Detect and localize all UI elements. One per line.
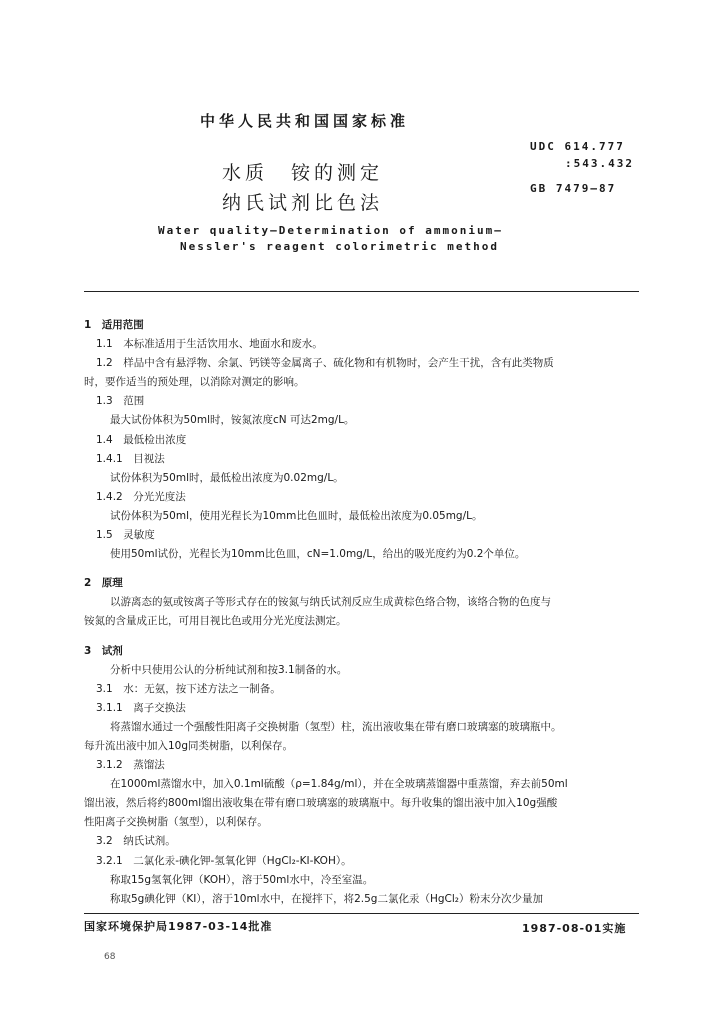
body-line: 分析中只使用公认的分析纯试剂和按3.1制备的水。 <box>110 663 348 676</box>
body-line: 以游离态的氨或铵离子等形式存在的铵氮与纳氏试剂反应生成黄棕色络合物，该络合物的色度与 <box>110 596 551 609</box>
body-line: 性阳离子交换树脂（氢型），以利保存。 <box>84 816 268 829</box>
body-line: 每升流出液中加入10g同类树脂，以利保存。 <box>84 739 294 752</box>
english-title-line-1: Water quality—Determination of ammonium— <box>158 224 503 237</box>
paragraph-gap <box>84 632 640 642</box>
clause-line: 1.4 最低检出浓度 <box>96 433 187 446</box>
section-heading: 2 原理 <box>84 577 123 590</box>
clause-line: 3.2.1 二氯化汞-碘化钾-氢氧化钾（HgCl₂-KI-KOH）。 <box>96 854 352 867</box>
body-line: 称取5g碘化钾（KI），溶于10ml水中，在搅拌下，将2.5g二氯化汞（HgCl₂）粉末分次少量加 <box>110 892 543 905</box>
english-title-line-2: Nessler's reagent colorimetric method <box>180 240 500 253</box>
clause-line: 1.2 样品中含有悬浮物、余氯、钙镁等金属离子、硫化物和有机物时，会产生干扰，含有此类物质 <box>96 357 554 370</box>
body-line: 在1000ml蒸馏水中，加入0.1ml硫酸（ρ=1.84g/ml），并在全玻璃蒸馏器中重蒸馏，弃去前50ml <box>110 778 568 791</box>
body-line: 试份体积为50ml，使用光程长为10mm比色皿时，最低检出浓度为0.05mg/L。 <box>110 509 483 522</box>
footer-divider <box>84 913 639 914</box>
clause-line: 3.1.1 离子交换法 <box>96 701 186 714</box>
body-line: 将蒸馏水通过一个强酸性阳离子交换树脂（氢型）柱，流出液收集在带有磨口玻璃塞的玻璃瓶中。 <box>110 720 562 733</box>
udc-code-continued: :543.432 <box>565 157 634 170</box>
clause-line: 1.5 灵敏度 <box>96 529 155 542</box>
section-heading: 1 适用范围 <box>84 319 144 331</box>
body-line: 铵氮的含量成正比，可用目视比色或用分光光度法测定。 <box>84 615 347 628</box>
body-line: 时，要作适当的预处理，以消除对测定的影响。 <box>84 376 305 389</box>
page-number: 68 <box>104 952 116 962</box>
clause-line: 3.2 纳氏试剂。 <box>96 835 176 848</box>
clause-line: 1.4.2 分光光度法 <box>96 490 186 503</box>
header-divider <box>84 291 639 292</box>
clause-line: 3.1.2 蒸馏法 <box>96 759 165 772</box>
body-line: 馏出液，然后将约800ml馏出液收集在带有磨口玻璃塞的玻璃瓶中。每升收集的馏出液中加入10g强酸 <box>84 797 558 810</box>
clause-line: 3.1 水：无氨，按下述方法之一制备。 <box>96 682 281 695</box>
clause-line: 1.4.1 目视法 <box>96 452 165 465</box>
approval-date: 国家环境保护局1987-03-14批准 <box>84 920 273 933</box>
body-line: 最大试份体积为50ml时，铵氮浓度cN 可达2mg/L。 <box>110 414 355 427</box>
body-line: 试份体积为50ml时，最低检出浓度为0.02mg/L。 <box>110 471 344 484</box>
clause-line: 1.1 本标准适用于生活饮用水、地面水和废水。 <box>96 338 323 351</box>
body-line: 使用50ml试份，光程长为10mm比色皿，cN=1.0mg/L，给出的吸光度约为0.2个单位。 <box>110 548 526 561</box>
document-title-line-1: 水质 铵的测定 <box>222 162 384 184</box>
document-title-line-2: 纳氏试剂比色法 <box>222 192 384 214</box>
gb-number: GB 7479—87 <box>530 182 617 195</box>
effective-date: 1987-08-01实施 <box>522 922 627 935</box>
section-heading: 3 试剂 <box>84 644 123 657</box>
udc-code: UDC 614.777 <box>530 140 625 153</box>
clause-line: 1.3 范围 <box>96 395 145 408</box>
document-body <box>84 316 640 909</box>
standard-category-title: 中华人民共和国国家标准 <box>200 112 410 130</box>
body-line: 称取15g氢氧化钾（KOH），溶于50ml水中，冷至室温。 <box>110 873 374 886</box>
paragraph-gap <box>84 564 640 574</box>
